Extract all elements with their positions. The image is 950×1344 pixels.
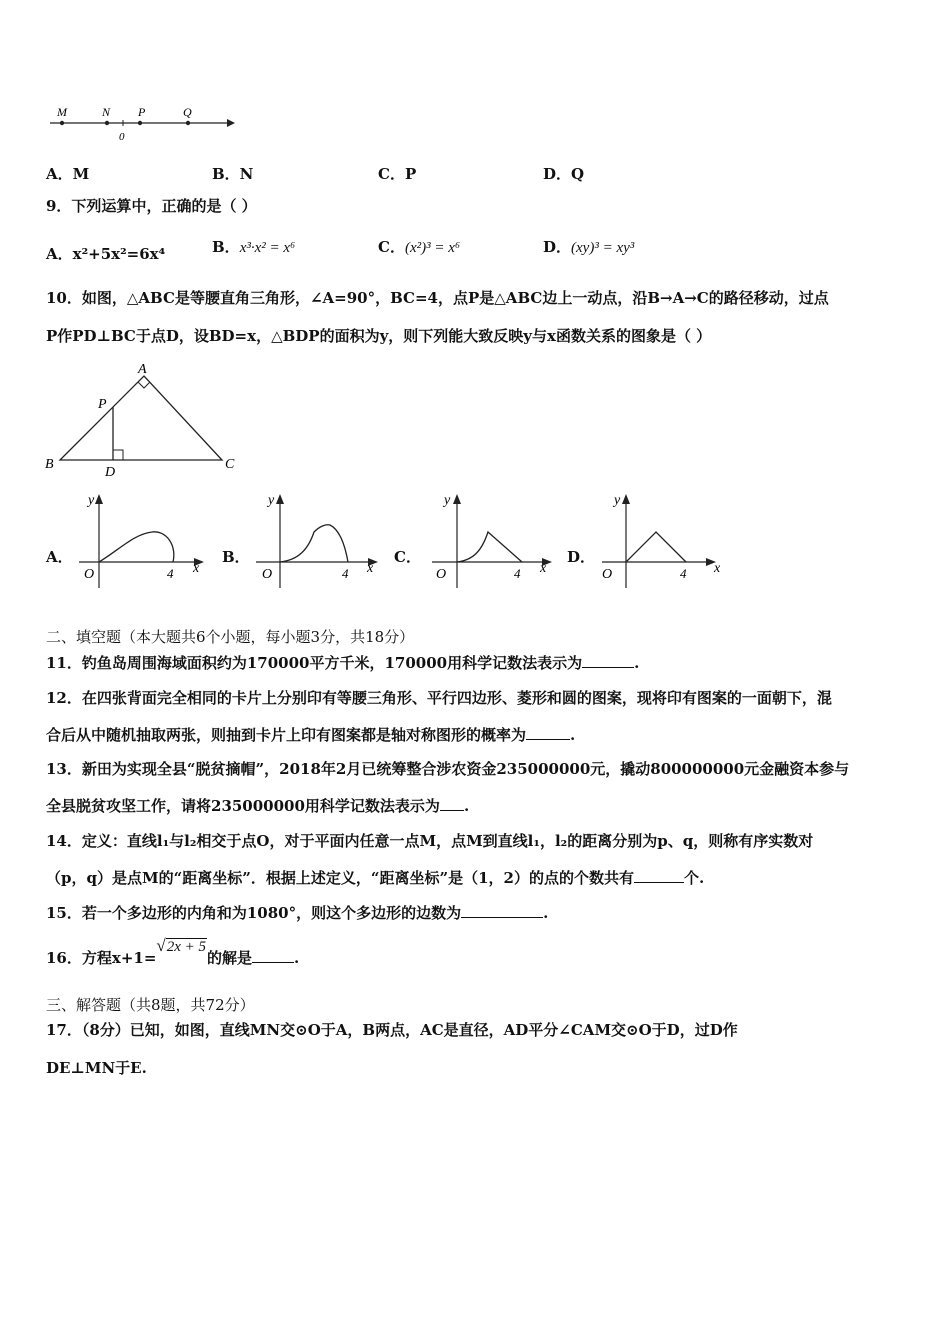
q9-option-b-expr: x³·x² = x⁶	[239, 240, 296, 256]
graph-d-origin: O	[602, 567, 613, 582]
q16	[46, 936, 300, 969]
q13-end: .	[463, 797, 470, 815]
q9-option-d-label: D．	[543, 238, 572, 256]
q12-line2: 合后从中随机抽取两张，则抽到卡片上印有图案都是轴对称图形的概率为	[46, 726, 527, 744]
q15-end: .	[543, 904, 549, 922]
graph-b-y: y	[268, 493, 275, 508]
q16-blank[interactable]	[252, 948, 294, 963]
graph-d	[596, 490, 731, 590]
q9-option-d	[543, 236, 634, 257]
graph-d-y: y	[614, 493, 621, 508]
graph-d-x: x	[714, 561, 721, 576]
point-q	[186, 121, 190, 125]
q13-line2-wrap	[46, 796, 469, 816]
graph-c	[422, 490, 557, 590]
graph-d-tick: 4	[680, 566, 687, 581]
label-m: M	[57, 105, 67, 119]
q9-option-c	[378, 236, 460, 257]
q14-blank[interactable]	[634, 868, 684, 883]
label-p: P	[98, 397, 107, 412]
q10-option-a-label: A．	[46, 548, 73, 566]
label-n: N	[102, 105, 111, 119]
q12-line2-wrap	[46, 725, 575, 745]
graph-a-y: y	[88, 493, 95, 508]
q8-option-d: D．Q	[543, 165, 585, 183]
graph-d-curve	[626, 532, 686, 562]
q13-line1: 13．新田为实现全县“脱贫摘帽”，2018年2月已统筹整合涉农资金235000000元，撬动800000000元金融资本参与	[46, 760, 850, 778]
q13-blank[interactable]	[440, 796, 464, 811]
q10-line1: 10．如图，△ABC是等腰直角三角形，∠A=90°，BC=4，点P是△ABC边上一动点，沿B→A→C的路径移动，过点	[46, 289, 829, 307]
sqrt-sign: √	[156, 936, 166, 955]
label-p: P	[138, 105, 146, 119]
label-c: C	[225, 457, 235, 472]
label-d: D	[105, 465, 116, 480]
section2-heading: 二、填空题（本大题共6个小题，每小题3分，共18分）	[46, 628, 415, 646]
q9-stem: 9．下列运算中，正确的是（ ）	[46, 197, 257, 215]
q11-text: 11．钓鱼岛周围海域面积约为170000平方千米，170000用科学记数法表示为	[46, 654, 583, 672]
q17-line2: DE⊥MN于E.	[46, 1059, 147, 1077]
q9-option-a: A．x²+5x²=6x⁴	[46, 245, 166, 263]
graph-b-curve	[280, 525, 348, 562]
graph-c-x: x	[540, 561, 547, 576]
q10-option-d-label: D．	[567, 548, 596, 566]
q14-end: 个.	[683, 869, 705, 887]
graph-a-tick: 4	[167, 566, 174, 581]
q15	[46, 903, 548, 923]
label-zero: 0	[119, 131, 125, 143]
point-p	[138, 121, 142, 125]
graph-c-tick: 4	[514, 566, 521, 581]
q16-end: .	[294, 949, 300, 967]
graph-a	[74, 490, 209, 590]
graph-b-origin: O	[262, 567, 273, 582]
triangle-figure	[42, 360, 252, 480]
section3-heading: 三、解答题（共8题，共72分）	[46, 996, 255, 1014]
q9-option-c-label: C．	[378, 238, 405, 256]
label-a: A	[138, 362, 147, 377]
q11-blank[interactable]	[582, 653, 634, 668]
q12-line1: 12．在四张背面完全相同的卡片上分别印有等腰三角形、平行四边形、菱形和圆的图案，现将印有图案的一面朝下，混	[46, 689, 832, 707]
q16-suffix: 的解是	[207, 949, 253, 967]
label-b: B	[45, 457, 54, 472]
q16-radicand: 2x + 5	[166, 939, 207, 955]
point-n	[105, 121, 109, 125]
q12-blank[interactable]	[526, 725, 570, 740]
q9-option-b	[212, 236, 295, 257]
q10-line2: P作PD⊥BC于点D，设BD=x，△BDP的面积为y，则下列能大致反映y与x函数关系的图象是（ ）	[46, 327, 712, 345]
graph-a-curve	[99, 532, 174, 562]
graph-b-x: x	[367, 561, 374, 576]
q9-option-d-expr: (xy)³ = xy³	[571, 240, 635, 256]
graph-c-origin: O	[436, 567, 447, 582]
graph-a-x: x	[193, 561, 200, 576]
q17-line1: 17．（8分）已知，如图，直线MN交⊙O于A，B两点，AC是直径，AD平分∠CAM交⊙O于D，过D作	[46, 1021, 738, 1039]
graph-b	[248, 490, 383, 590]
q8-option-b: B．N	[212, 165, 254, 183]
q15-text: 15．若一个多边形的内角和为1080°，则这个多边形的边数为	[46, 904, 462, 922]
graph-c-curve	[457, 532, 522, 562]
graph-a-origin: O	[84, 567, 95, 582]
q9-option-b-label: B．	[212, 238, 240, 256]
number-line-figure	[45, 100, 235, 145]
q11-end: .	[634, 654, 640, 672]
graph-b-tick: 4	[342, 566, 349, 581]
q16-prefix: 16．方程x+1=	[46, 949, 157, 967]
q9-option-c-expr: (x²)³ = x⁶	[404, 240, 461, 256]
q15-blank[interactable]	[461, 903, 543, 918]
q13-line2: 全县脱贫攻坚工作，请将235000000用科学记数法表示为	[46, 797, 440, 815]
q8-option-c: C．P	[378, 165, 417, 183]
q14-line1: 14．定义：直线l₁与l₂相交于点O，对于平面内任意一点M，点M到直线l₁，l₂的距离分别为p、q，则称有序实数对	[46, 832, 814, 850]
q14-line2-wrap	[46, 868, 704, 888]
q12-end: .	[570, 726, 576, 744]
point-m	[60, 121, 64, 125]
q10-option-b-label: B．	[222, 548, 250, 566]
q8-option-a: A．M	[46, 165, 90, 183]
q16-sqrt	[156, 936, 207, 957]
q14-line2: （p，q）是点M的“距离坐标”．根据上述定义，“距离坐标”是（1，2）的点的个数共有	[46, 869, 634, 887]
label-q: Q	[183, 105, 192, 119]
graph-c-y: y	[444, 493, 451, 508]
q11	[46, 653, 639, 673]
q10-option-c-label: C．	[394, 548, 421, 566]
